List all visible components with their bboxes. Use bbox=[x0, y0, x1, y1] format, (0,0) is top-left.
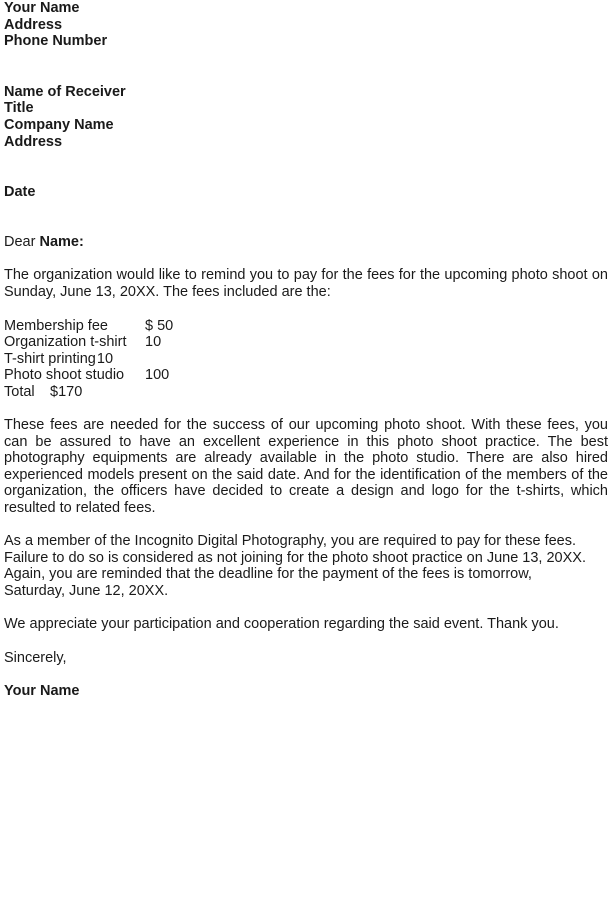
sender-phone: Phone Number bbox=[4, 33, 108, 50]
receiver-block bbox=[4, 84, 612, 150]
fee-amount: 10 bbox=[145, 334, 162, 351]
fee-total-row bbox=[4, 384, 612, 401]
fee-total-amount: $170 bbox=[50, 383, 83, 400]
salutation-name: Name: bbox=[39, 233, 84, 250]
intro-paragraph: The organization would like to remind you to pay for the fees for the upcoming photo shoot on Sunday, June 13, 20XX. The fees included are the: bbox=[4, 267, 608, 300]
fees-list bbox=[4, 318, 612, 401]
receiver-title: Title bbox=[4, 100, 34, 117]
signature-name: Your Name bbox=[4, 683, 80, 700]
receiver-company: Company Name bbox=[4, 116, 114, 133]
body-paragraph: We appreciate your participation and cooperation regarding the said event. Thank you. bbox=[4, 616, 559, 633]
fee-row bbox=[4, 318, 612, 335]
fee-total-label: Total bbox=[4, 383, 35, 400]
sender-address: Address bbox=[4, 16, 63, 33]
fee-item: T-shirt printing bbox=[4, 350, 96, 367]
fee-amount: 100 bbox=[145, 367, 170, 384]
sender-block bbox=[4, 0, 612, 50]
salutation-prefix: Dear bbox=[4, 233, 40, 250]
fee-amount: 10 bbox=[96, 350, 114, 367]
fee-item: Membership fee bbox=[4, 317, 108, 334]
fee-row bbox=[4, 367, 612, 384]
fee-item: Photo shoot studio bbox=[4, 367, 125, 384]
fee-item: Organization t-shirt bbox=[4, 334, 127, 351]
fee-row bbox=[4, 351, 612, 368]
letter-date: Date bbox=[4, 184, 36, 201]
sender-name: Your Name bbox=[4, 0, 80, 16]
receiver-address: Address bbox=[4, 133, 63, 150]
receiver-name: Name of Receiver bbox=[4, 83, 126, 100]
fee-amount: $ 50 bbox=[145, 317, 174, 334]
salutation bbox=[4, 234, 612, 251]
body-paragraph: These fees are needed for the success of our upcoming photo shoot. With these fees, you can be assured to have an excellent experience in this photo shoot practice. The best photography equipments are already available in the photo studio. There are also hired experienced models present on the said date. And for the identification of the members of the organization, the officers have decided to create a design and logo for the t-shirts, which resulted to related fees. bbox=[4, 417, 608, 517]
closing: Sincerely, bbox=[4, 649, 67, 666]
body-paragraph: As a member of the Incognito Digital Photography, you are required to pay for these fees. Failure to do so is considered as not joining for the photo shoot practice on June 13, 20XX. Again, you are reminded that the deadline for the payment of the fees is tomorrow, Saturday, June 12, 20XX. bbox=[4, 533, 586, 600]
letter-page bbox=[4, 0, 612, 700]
fee-row bbox=[4, 334, 612, 351]
